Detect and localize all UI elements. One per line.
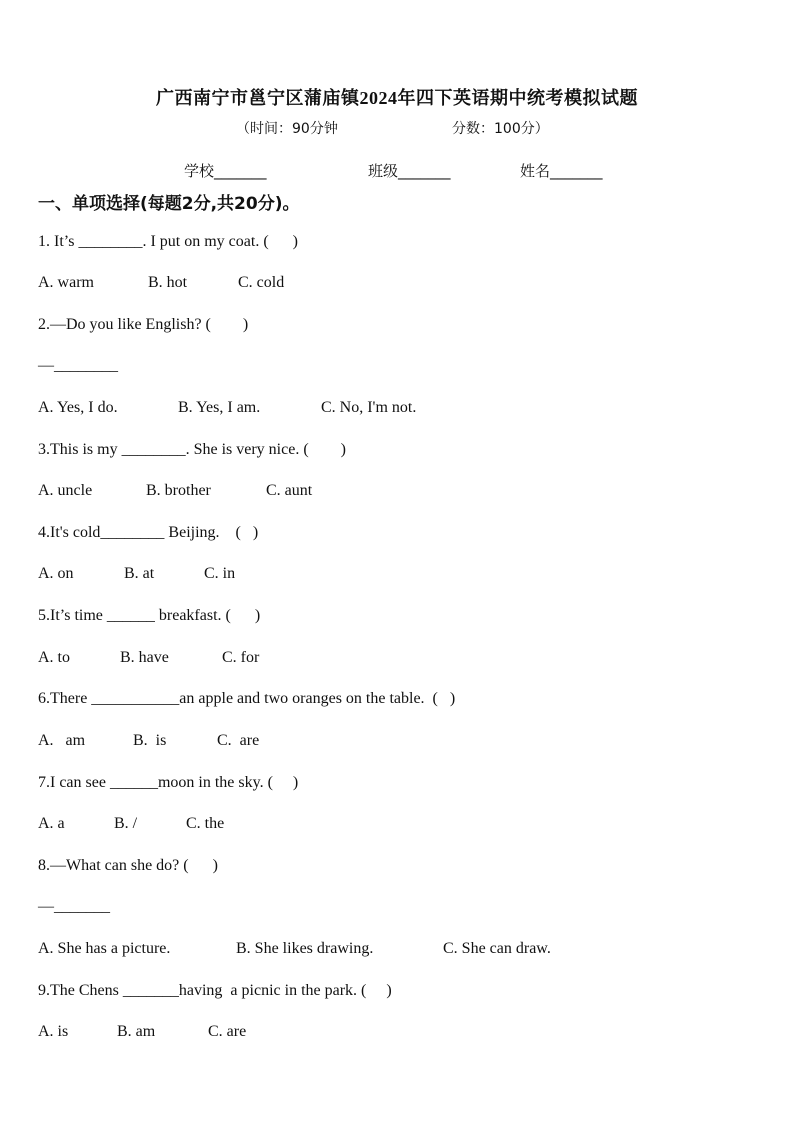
q1-option-a: A. warm	[38, 274, 94, 291]
question-5: 5.It’s time ______ breakfast. ( )	[38, 607, 261, 624]
q2-answer-line: —________	[38, 357, 118, 374]
q5-option-c: C. for	[222, 649, 260, 666]
q3-option-b: B. brother	[146, 482, 211, 499]
exam-title: 广西南宁市邕宁区蒲庙镇2024年四下英语期中统考模拟试题	[156, 88, 638, 108]
q4-option-a: A. on	[38, 565, 74, 582]
question-1: 1. It’s ________. I put on my coat. ( )	[38, 233, 298, 250]
q2-option-a: A. Yes, I do.	[38, 399, 118, 416]
q9-option-b: B. am	[117, 1023, 156, 1040]
q5-option-b: B. have	[120, 649, 169, 666]
q7-option-a: A. a	[38, 815, 65, 832]
q7-option-b: B. /	[114, 815, 138, 832]
q8-option-a: A. She has a picture.	[38, 940, 171, 957]
question-6: 6.There ___________an apple and two oranges on the table. ( )	[38, 690, 456, 707]
question-7: 7.I can see ______moon in the sky. ( )	[38, 774, 299, 791]
exam-score: 分数：100分）	[452, 121, 549, 137]
q3-option-c: C. aunt	[266, 482, 313, 499]
q1-option-c: C. cold	[238, 274, 285, 291]
q3-option-a: A. uncle	[38, 482, 93, 499]
q4-option-b: B. at	[124, 565, 155, 582]
q8-answer-line: —_______	[38, 898, 110, 915]
q8-option-b: B. She likes drawing.	[236, 940, 374, 957]
q2-option-c: C. No, I'm not.	[321, 399, 417, 416]
q4-option-c: C. in	[204, 565, 236, 582]
q6-option-a: A. am	[38, 732, 86, 749]
name-field: 姓名_______	[520, 162, 603, 180]
school-field: 学校_______	[184, 162, 267, 180]
question-3: 3.This is my ________. She is very nice. ( )	[38, 441, 346, 458]
q7-option-c: C. the	[186, 815, 225, 832]
q9-option-a: A. is	[38, 1023, 69, 1040]
q5-option-a: A. to	[38, 649, 70, 666]
question-4: 4.It's cold________ Beijing. ( )	[38, 524, 259, 541]
question-8: 8.—What can she do? ( )	[38, 857, 218, 874]
q1-option-b: B. hot	[148, 274, 188, 291]
exam-time: （时间：90分钟	[236, 121, 338, 137]
q9-option-c: C. are	[208, 1023, 247, 1040]
q8-option-c: C. She can draw.	[443, 940, 551, 957]
q6-option-c: C. are	[217, 732, 260, 749]
question-2: 2.—Do you like English? ( )	[38, 316, 249, 333]
class-field: 班级_______	[368, 162, 451, 180]
question-9: 9.The Chens _______having a picnic in the park. ( )	[38, 982, 392, 999]
q2-option-b: B. Yes, I am.	[178, 399, 261, 416]
q6-option-b: B. is	[133, 732, 167, 749]
section-title: 一、单项选择(每题2分,共20分)。	[38, 194, 300, 214]
